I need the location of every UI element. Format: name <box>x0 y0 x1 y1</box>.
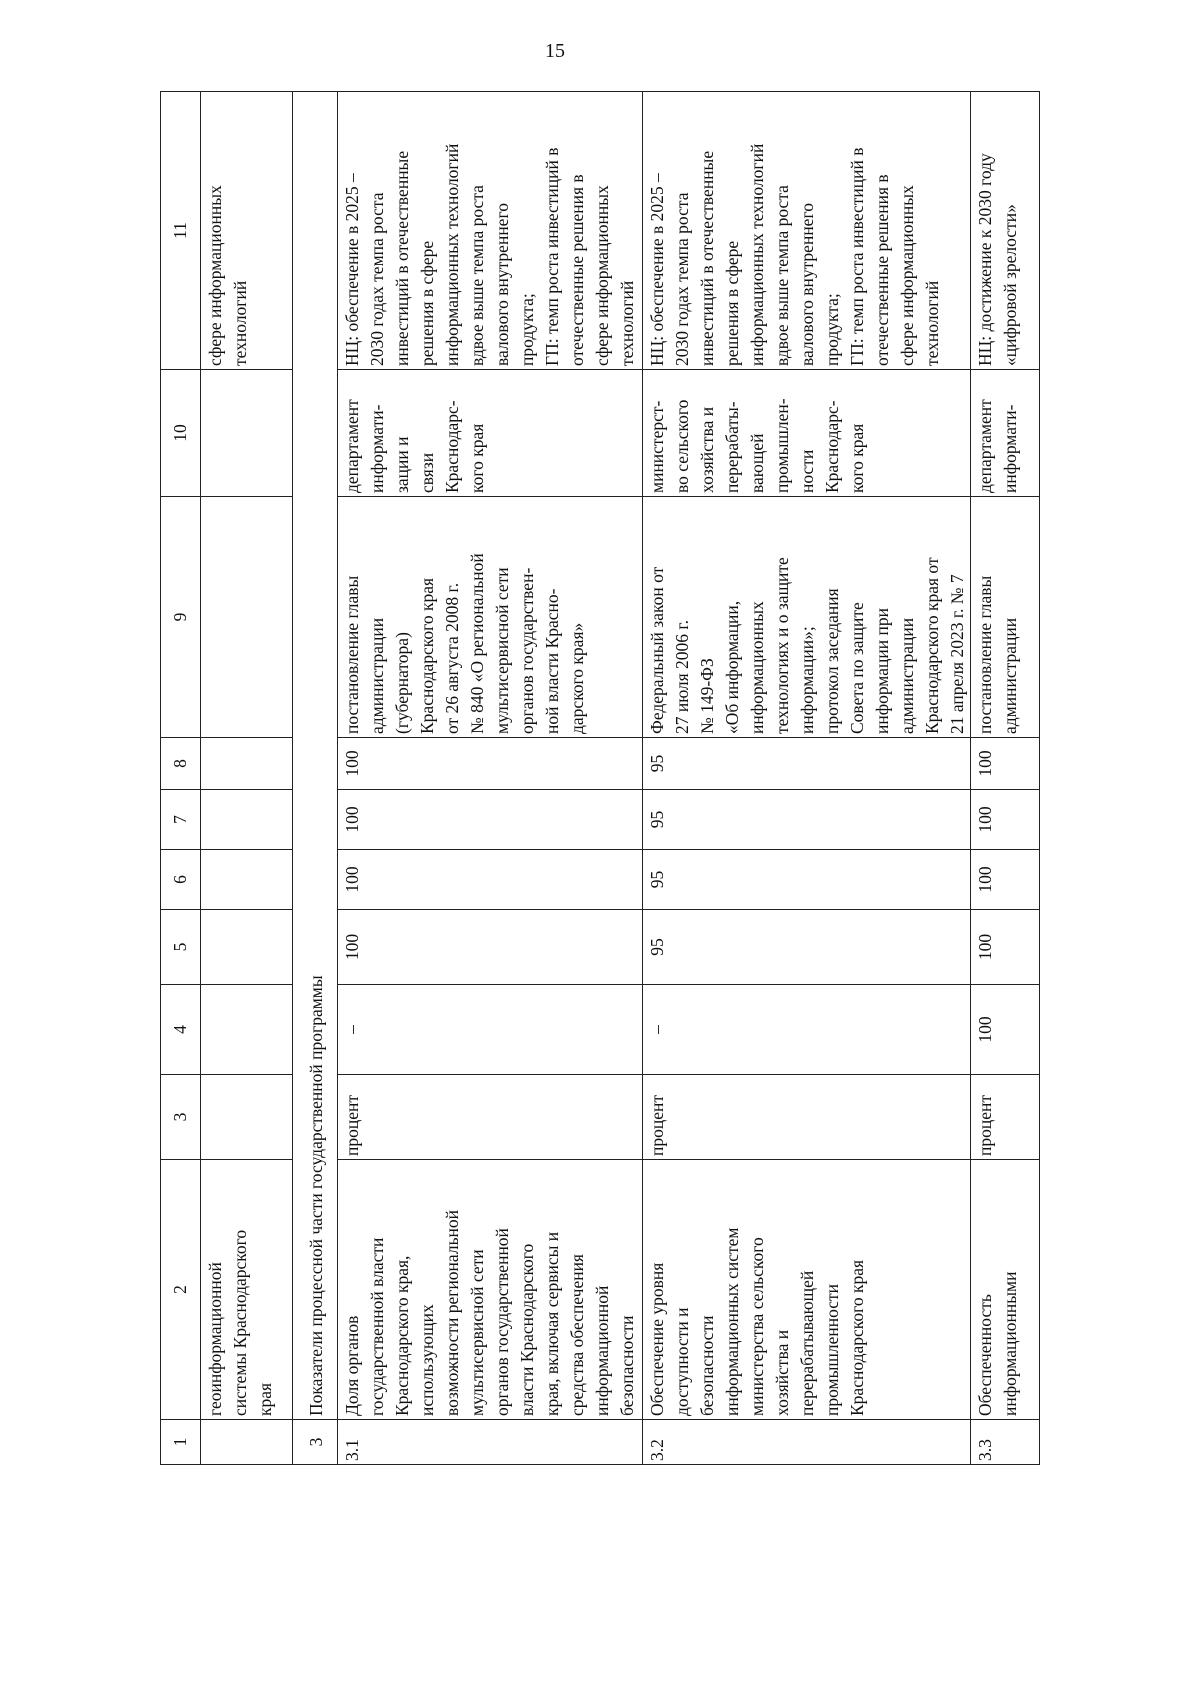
header-cell: 5 <box>161 910 201 985</box>
legal-basis: постановление главы администрации (губернатора) Краснодарского края от 26 августа 2008 г. № 840 «О региональной мультисервисной сети органов государствен- ной власти Красно- дарского края» <box>338 497 643 738</box>
value-col5: 100 <box>971 910 1040 985</box>
row-number: 3.2 <box>643 1420 971 1465</box>
header-cell: 9 <box>161 497 201 738</box>
value-col7: 100 <box>338 790 643 850</box>
table-row <box>338 92 643 1465</box>
header-cell: 1 <box>161 1420 201 1465</box>
value-col4: – <box>643 985 971 1075</box>
header-row <box>161 92 201 1465</box>
value-col4: – <box>338 985 643 1075</box>
header-cell: 7 <box>161 790 201 850</box>
header-cell: 8 <box>161 738 201 790</box>
empty-cell <box>201 1420 293 1465</box>
empty-cell <box>201 1075 293 1160</box>
empty-cell <box>201 910 293 985</box>
link-to-goals: НЦ: обеспечение в 2025 – 2030 годах темпа роста инвестиций в отечественные решения в сфере информационных технологий вдвое выше темпа роста валового внутреннего продукта; ГП: темп роста инвестиций в отечественные решения в сфере информационных технологий <box>338 92 643 370</box>
link-to-goals: сфере информационных технологий <box>201 92 293 370</box>
value-col8: 100 <box>971 738 1040 790</box>
continuation-row <box>201 92 293 1465</box>
header-cell: 4 <box>161 985 201 1075</box>
page-number: 15 <box>545 40 565 62</box>
empty-cell <box>201 790 293 850</box>
empty-cell <box>201 850 293 910</box>
legal-basis: постановление главы администрации <box>971 497 1040 738</box>
value-col5: 95 <box>643 910 971 985</box>
value-col7: 100 <box>971 790 1040 850</box>
table-row <box>971 92 1040 1465</box>
table-row <box>643 92 971 1465</box>
value-col8: 100 <box>338 738 643 790</box>
value-col6: 100 <box>338 850 643 910</box>
value-col6: 95 <box>643 850 971 910</box>
header-cell: 10 <box>161 370 201 497</box>
header-cell: 11 <box>161 92 201 370</box>
value-col8: 95 <box>643 738 971 790</box>
indicator-name: Доля органов государственной власти Краснодарского края, использующих возможности региональной мультисервисной сети органов государственной власти Краснодарского края, включая сервисы и средства обеспечения информационной безопасности <box>338 1160 643 1420</box>
empty-cell <box>201 985 293 1075</box>
empty-cell <box>201 738 293 790</box>
responsible: департамент информати- <box>971 370 1040 497</box>
unit: процент <box>338 1075 643 1160</box>
header-cell: 3 <box>161 1075 201 1160</box>
value-col6: 100 <box>971 850 1040 910</box>
section-title: Показатели процессной части государственной программы <box>293 92 338 1420</box>
legal-basis: Федеральный закон от 27 июля 2006 г. № 149-ФЗ «Об информации, информационных технологиях и о защите информации»; протокол заседания Совета по защите информации при администрации Краснодарского края от 21 апреля 2023 г. № 7 <box>643 497 971 738</box>
indicators-table <box>160 91 1040 1465</box>
section-row <box>293 92 338 1465</box>
indicator-name: Обеспеченность информационными <box>971 1160 1040 1420</box>
empty-cell <box>201 497 293 738</box>
row-number: 3.1 <box>338 1420 643 1465</box>
unit: процент <box>971 1075 1040 1160</box>
value-col7: 95 <box>643 790 971 850</box>
value-col4: 100 <box>971 985 1040 1075</box>
header-cell: 6 <box>161 850 201 910</box>
empty-cell <box>201 370 293 497</box>
rotated-table-container <box>160 92 1036 1465</box>
section-number: 3 <box>293 1420 338 1465</box>
link-to-goals: НЦ: обеспечение в 2025 – 2030 годах темпа роста инвестиций в отечественные решения в сфере информационных технологий вдвое выше темпа роста валового внутреннего продукта; ГП: темп роста инвестиций в отечественные решения в сфере информационных технологий <box>643 92 971 370</box>
indicator-name: Обеспечение уровня доступности и безопасности информационных систем министерства сельского хозяйства и перерабатывающей промышленности Краснодарского края <box>643 1160 971 1420</box>
indicator-name: геоинформационной системы Краснодарского края <box>201 1160 293 1420</box>
responsible: департамент информати- зации и связи Краснодарс- кого края <box>338 370 643 497</box>
link-to-goals: НЦ: достижение к 2030 году «цифровой зрелости» <box>971 92 1040 370</box>
value-col5: 100 <box>338 910 643 985</box>
row-number: 3.3 <box>971 1420 1040 1465</box>
responsible: министерст- во сельского хозяйства и перерабаты- вающей промышлен- ности Краснодарс- кого края <box>643 370 971 497</box>
unit: процент <box>643 1075 971 1160</box>
header-cell: 2 <box>161 1160 201 1420</box>
